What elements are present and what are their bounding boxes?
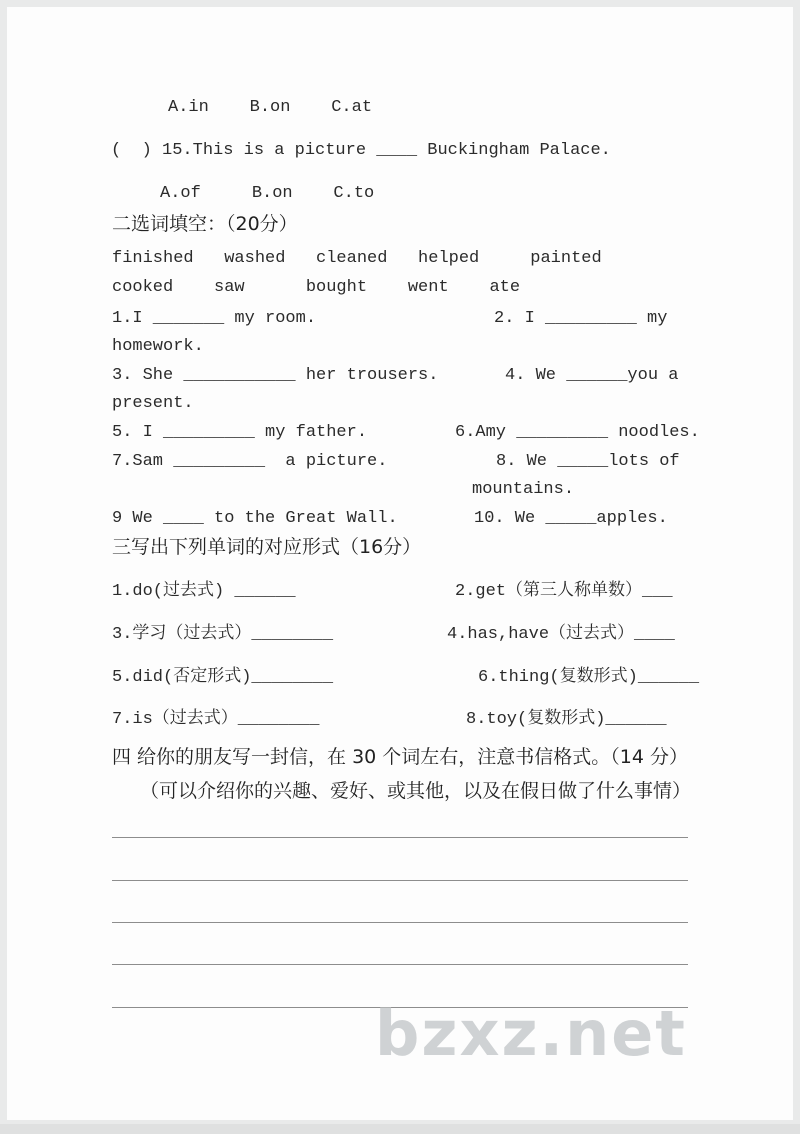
s3-item-8: 8.toy(复数形式)______ <box>466 710 667 729</box>
section4-subtitle: （可以介绍你的兴趣、爱好、或其他，以及在假日做了什么事情） <box>140 780 692 802</box>
s3-item-5: 5.did(否定形式)________ <box>112 668 334 687</box>
site-watermark: bzxz.net <box>375 997 687 1070</box>
s2-item-2: 2. I _________ my <box>494 309 668 328</box>
section3-title: 三写出下列单词的对应形式（16分） <box>112 536 422 558</box>
s3-item-6: 6.thing(复数形式)______ <box>478 668 700 687</box>
section4-title: 四 给你的朋友写一封信，在 30 个词左右，注意书信格式。（14 分） <box>112 746 689 768</box>
s2-item-9: 9 We ____ to the Great Wall. <box>112 509 398 528</box>
s2-item-2-cont: homework. <box>112 337 204 356</box>
s2-item-8: 8. We _____lots of <box>496 452 680 471</box>
q14-options-line: A.in B.on C.at <box>168 98 373 117</box>
s3-item-3: 3.学习（过去式）________ <box>112 625 334 644</box>
paper-page <box>7 7 793 1120</box>
s3-item-4: 4.has,have（过去式）____ <box>447 625 675 644</box>
scan-bottom-edge <box>0 1124 800 1134</box>
s2-item-4: 4. We ______you a <box>505 366 679 385</box>
word-bank-line-1: finished washed cleaned helped painted <box>112 249 602 268</box>
s2-item-6: 6.Amy _________ noodles. <box>455 423 700 442</box>
s3-item-2: 2.get（第三人称单数）___ <box>455 582 673 601</box>
answer-line-1 <box>112 836 688 838</box>
answer-line-2 <box>112 879 688 881</box>
s2-item-3: 3. She ___________ her trousers. <box>112 366 439 385</box>
word-bank-line-2: cooked saw bought went ate <box>112 278 521 297</box>
answer-line-3 <box>112 921 688 923</box>
section2-title: 二选词填空：（20分） <box>112 213 298 235</box>
s2-item-7: 7.Sam _________ a picture. <box>112 452 388 471</box>
s2-item-4-cont: present. <box>112 394 194 413</box>
s2-item-5: 5. I _________ my father. <box>112 423 368 442</box>
answer-line-4 <box>112 963 688 965</box>
s3-item-7: 7.is（过去式）________ <box>112 710 320 729</box>
s2-item-10: 10. We _____apples. <box>474 509 668 528</box>
s2-item-8-cont: mountains. <box>472 480 575 499</box>
s3-item-1: 1.do(过去式) ______ <box>112 582 296 601</box>
q15-options-line: A.of B.on C.to <box>160 184 375 203</box>
s2-item-1: 1.I _______ my room. <box>112 309 317 328</box>
question-15: ( ) 15.This is a picture ____ Buckingham Palace. <box>111 141 611 160</box>
